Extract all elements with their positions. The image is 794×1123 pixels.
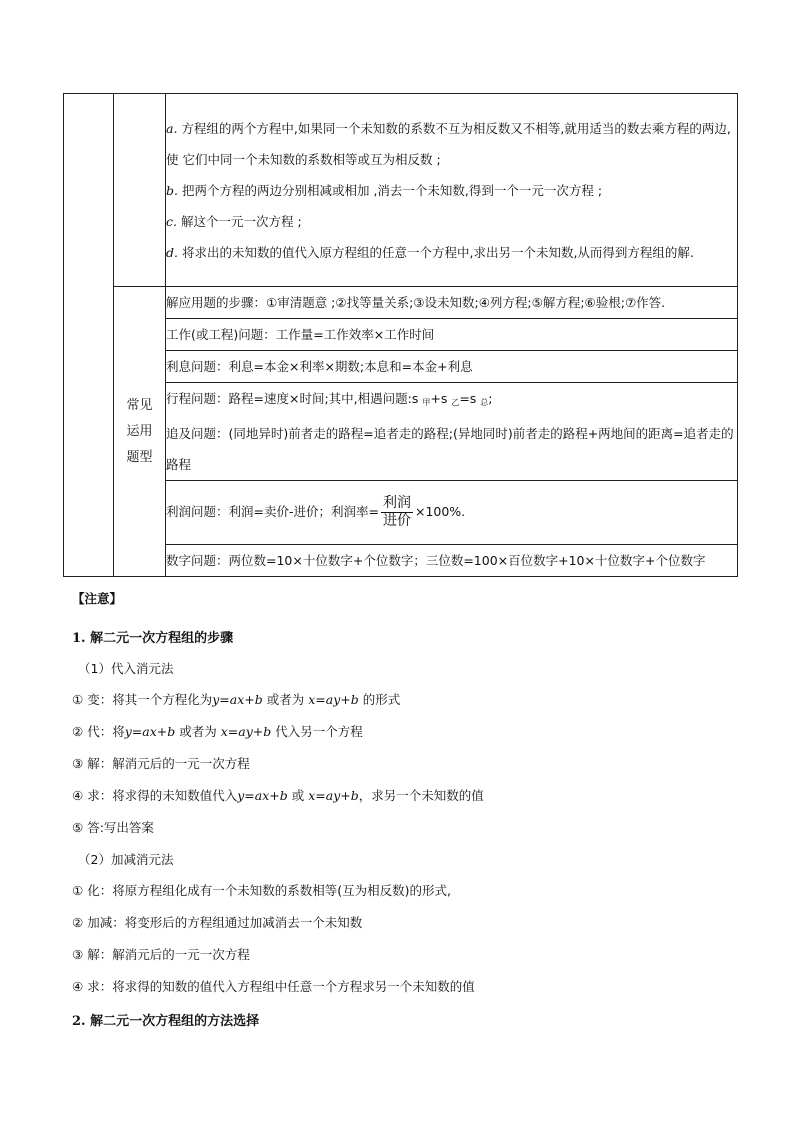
substitution-step: ① 变：将其一个方程化为y=ax+b 或者为 x=ay+b 的形式	[72, 692, 401, 707]
substitution-method-heading: （1）代入消元法	[78, 661, 174, 676]
category-label-line: 常见	[126, 397, 153, 413]
notes-title: 【注意】	[72, 591, 123, 606]
work-problem-row: 工作(或工程)问题：工作量=工作效率×工作时间	[166, 319, 738, 351]
notes-heading-1: 1. 解二元一次方程组的步骤	[72, 631, 234, 646]
category-label-line: 运用	[126, 423, 153, 439]
elimination-steps-cell	[166, 94, 738, 287]
addition-step: ③ 解：解消元后的一元一次方程	[72, 947, 250, 962]
addition-step: ① 化：将原方程组化成有一个未知数的系数相等(互为相反数)的形式,	[72, 883, 451, 898]
category-label-line: 题型	[126, 449, 153, 465]
profit-rate-fraction: $\frac{\text{利润}}{\text{进价}}$	[382, 495, 411, 529]
addition-step: ② 加减：将变形后的方程组通过加减消去一个未知数	[72, 915, 363, 930]
merged-left-cell	[64, 94, 114, 577]
substitution-step: ② 代：将y=ax+b 或者为 x=ay+b 代入另一个方程	[72, 724, 363, 739]
empty-category-cell	[114, 94, 166, 287]
substitution-step: ⑤ 答:写出答案	[72, 820, 154, 835]
steps-row: 解应用题的步骤：①审清题意 ;②找等量关系;③设未知数;④列方程;⑤解方程;⑥验根;⑦作答.	[166, 287, 738, 319]
category-common-problems	[114, 287, 166, 577]
profit-problem-row: 利润问题：利润=卖价-进价；利润率= $\frac{\text{利润}}{\text{进价}}$ ×100%.	[166, 481, 738, 545]
elimination-step: b. 把两个方程的两边分别相减或相加 ,消去一个未知数,得到一个一元一次方程 ;	[166, 182, 603, 198]
travel-line-1: 行程问题：路程=速度×时间;其中,相遇问题:s $_甲$+s $_乙$=s $_总$;	[166, 391, 493, 407]
interest-problem-row: 利息问题：利息=本金×利率×期数;本息和=本金+利息	[166, 351, 738, 383]
elimination-step: c. 解这个一元一次方程 ;	[166, 213, 302, 229]
elimination-step: a. 方程组的两个方程中,如果同一个未知数的系数不互为相反数又不相等,就用适当的数去乘方程的两边,使 它们中同一个未知数的系数相等或互为相反数 ;	[166, 120, 731, 167]
digit-problem-row: 数字问题：两位数=10×十位数字+个位数字；三位数=100×百位数字+10×十位数字+个位数字	[166, 545, 738, 577]
formula-table	[63, 93, 738, 577]
addition-method-heading: （2）加减消元法	[78, 852, 174, 867]
notes-heading-2: 2. 解二元一次方程组的方法选择	[72, 1014, 260, 1029]
elimination-step: d. 将求出的未知数的值代入原方程组的任意一个方程中,求出另一个未知数,从而得到方程组的解.	[166, 244, 694, 260]
substitution-step: ③ 解：解消元后的一元一次方程	[72, 756, 250, 771]
travel-problem-row	[166, 383, 738, 481]
substitution-step: ④ 求：将求得的未知数值代入y=ax+b 或 x=ay+b，求另一个未知数的值	[72, 788, 484, 803]
travel-line-2: 追及问题：(同地异时)前者走的路程=追者走的路程;(异地同时)前者走的路程+两地间的距离=追者走的路程	[166, 426, 734, 472]
addition-step: ④ 求：将求得的知数的值代入方程组中任意一个方程求另一个未知数的值	[72, 979, 475, 994]
